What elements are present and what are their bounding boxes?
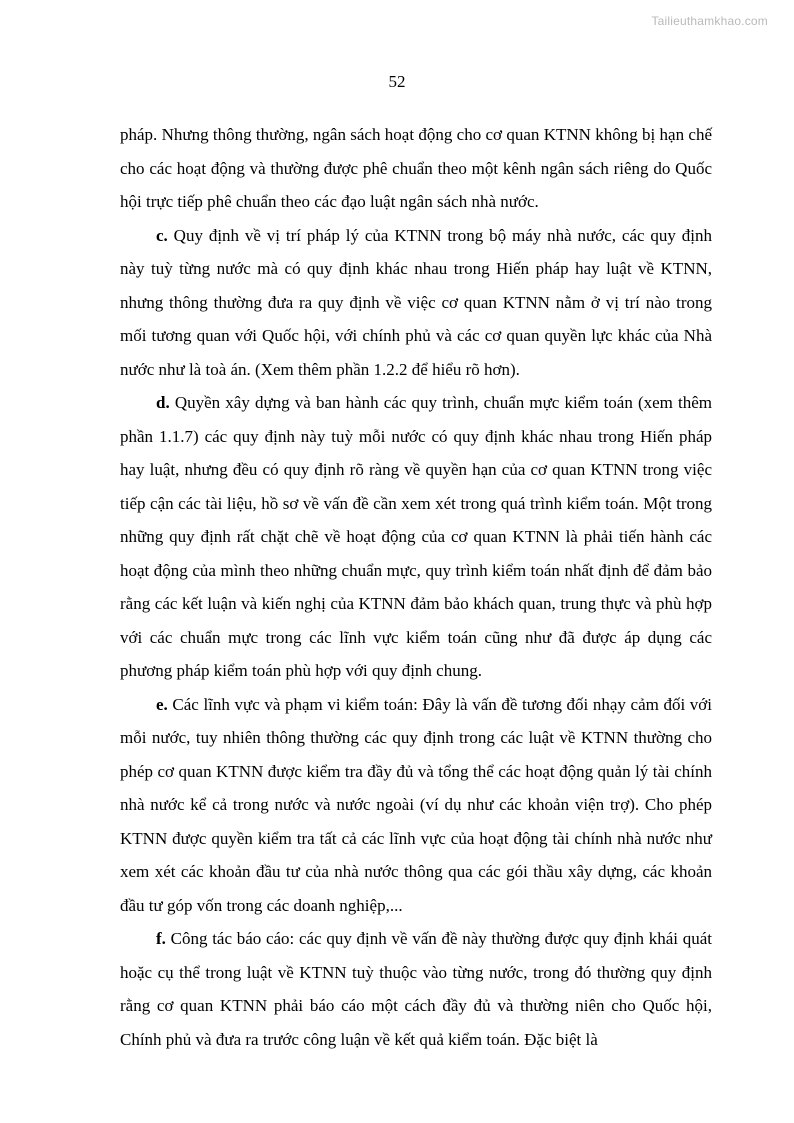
paragraph-e [120, 688, 712, 923]
paragraph-text: Công tác báo cáo: các quy định về vấn đề này thường được quy định khái quát hoặc cụ thể trong luật về KTNN tuỳ thuộc vào từng nước, trong đó thường quy định rằng cơ quan KTNN phải báo cáo một cách đầy đủ và thường niên cho Quốc hội, Chính phủ và đưa ra trước công luận về kết quả kiểm toán. Đặc biệt là [120, 929, 712, 1049]
paragraph-text: Quy định về vị trí pháp lý của KTNN trong bộ máy nhà nước, các quy định này tuỳ từng nước mà có quy định khác nhau trong Hiến pháp hay luật về KTNN, nhưng thông thường đưa ra quy định về việc cơ quan KTNN nằm ở vị trí nào trong mối tương quan với Quốc hội, với chính phủ và các cơ quan quyền lực khác của Nhà nước như là toà án. (Xem thêm phần 1.2.2 để hiểu rõ hơn). [120, 225, 713, 379]
paragraph-f [120, 922, 712, 1056]
paragraph-label-d: d. [156, 393, 170, 412]
site-watermark: Tailieuthamkhao.com [651, 14, 768, 28]
paragraph-label-e: e. [156, 694, 168, 714]
document-body [120, 118, 712, 1056]
paragraph-text: pháp. Nhưng thông thường, ngân sách hoạt động cho cơ quan KTNN không bị hạn chế cho các hoạt động và thường được phê chuẩn theo một kênh ngân sách riêng do Quốc hội trực tiếp phê chuẩn theo các đạo luật ngân sách nhà nước. [120, 125, 712, 211]
paragraph-text: Quyền xây dựng và ban hành các quy trình, chuẩn mực kiểm toán (xem thêm phần 1.1.7) các quy định này tuỳ mỗi nước có quy định khác nhau trong Hiến pháp hay luật, nhưng đều có quy định rõ ràng về quyền hạn của cơ quan KTNN trong việc tiếp cận các tài liệu, hồ sơ về vấn đề cần xem xét trong quá trình kiểm toán. Một trong những quy định rất chặt chẽ về hoạt động của cơ quan KTNN là phải tiến hành các hoạt động của mình theo những chuẩn mực, quy trình kiểm toán nhất định để đảm bảo rằng các kết luận và kiến nghị của KTNN đảm bảo khách quan, trung thực và phù hợp với các chuẩn mực trong các lĩnh vực kiểm toán cũng như đã được áp dụng các phương pháp kiểm toán phù hợp với quy định chung. [120, 393, 713, 680]
paragraph-c [120, 219, 712, 387]
paragraph-text: Các lĩnh vực và phạm vi kiểm toán: Đây là vấn đề tương đối nhạy cảm đối với mỗi nước, tuy nhiên thông thường các quy định trong các luật về KTNN thường cho phép cơ quan KTNN được kiểm tra đầy đủ và tổng thể các hoạt động quản lý tài chính nhà nước kể cả trong nước và nước ngoài (ví dụ như các khoản viện trợ). Cho phép KTNN được quyền kiểm tra tất cả các lĩnh vực của hoạt động tài chính nhà nước như xem xét các khoản đầu tư của nhà nước thông qua các gói thầu xây dựng, các khoản đầu tư góp vốn trong các doanh nghiệp,... [120, 694, 712, 915]
page-number: 52 [388, 72, 406, 91]
paragraph-continuation [120, 118, 712, 219]
paragraph-label-c: c. [156, 225, 168, 245]
paragraph-label-f: f. [156, 929, 166, 948]
paragraph-d [120, 386, 712, 688]
